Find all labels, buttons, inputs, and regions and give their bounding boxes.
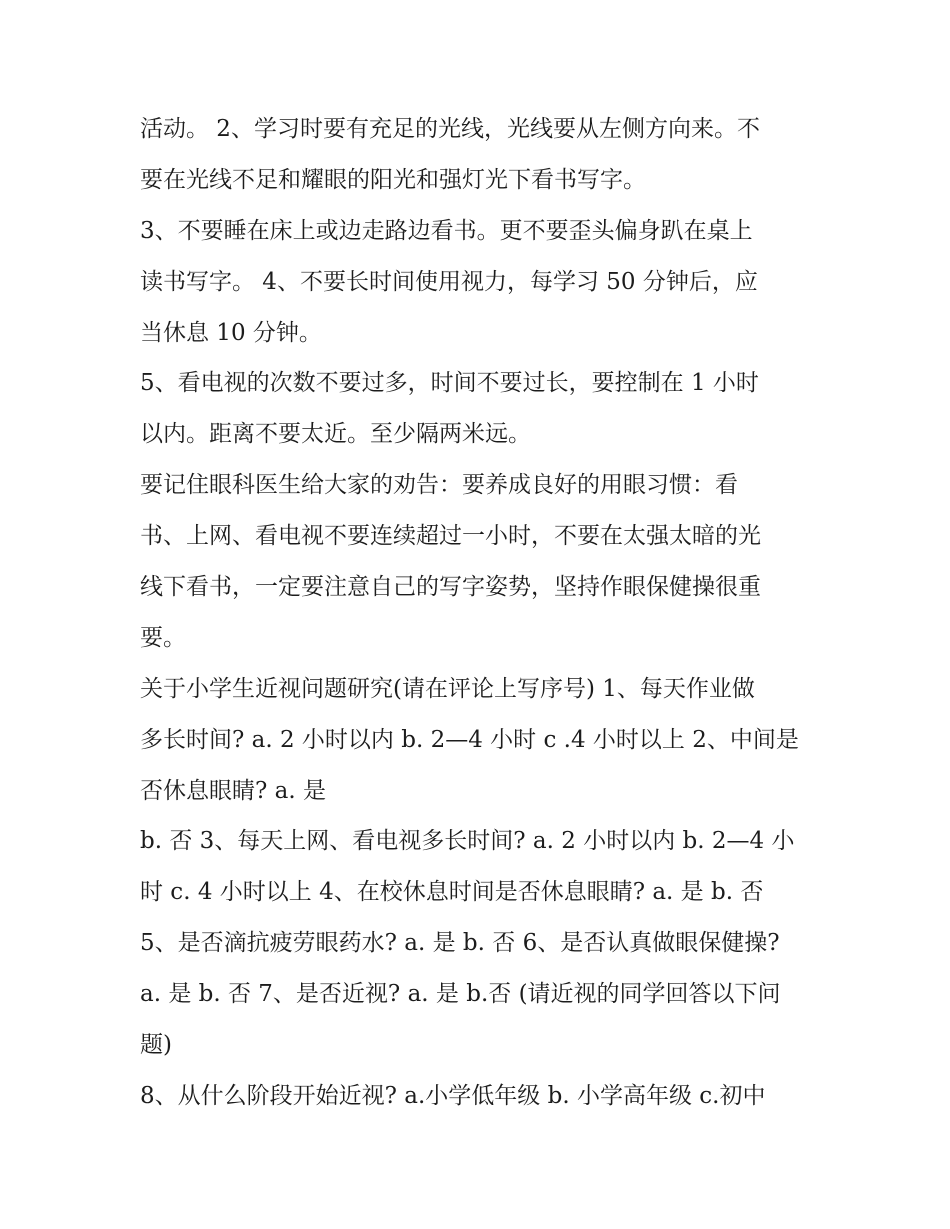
text-line: 8、从什么阶段开始近视? a.小学低年级 b. 小学高年级 c.初中 <box>140 1082 766 1109</box>
text-line: a. 是 b. 否 7、是否近视? a. 是 b.否 (请近视的同学回答以下问 <box>140 981 781 1008</box>
text-line: 3、不要睡在床上或边走路边看书。更不要歪头偏身趴在桌上 <box>140 217 753 244</box>
text-line: 书、上网、看电视不要连续超过一小时，不要在太强太暗的光 <box>140 523 761 550</box>
text-line: 5、看电视的次数不要过多，时间不要过长，要控制在 1 小时 <box>140 370 759 397</box>
text-line: 当休息 10 分钟。 <box>140 319 322 346</box>
text-line: 活动。 2、学习时要有充足的光线，光线要从左侧方向来。不 <box>140 116 760 142</box>
text-line: 要。 <box>140 624 186 651</box>
document-body <box>140 104 820 1122</box>
text-line: 线下看书，一定要注意自己的写字姿势，坚持作眼保健操很重 <box>140 574 761 601</box>
text-line: 否休息眼睛? a. 是 <box>140 777 326 804</box>
text-line: 读书写字。 4、不要长时间使用视力，每学习 50 分钟后，应 <box>140 268 758 295</box>
text-line: 要记住眼科医生给大家的劝告：要养成良好的用眼习惯：看 <box>140 472 738 499</box>
text-line: 题) <box>140 1032 172 1059</box>
text-line: 关于小学生近视问题研究(请在评论上写序号) 1、每天作业做 <box>140 675 755 702</box>
text-line: 5、是否滴抗疲劳眼药水? a. 是 b. 否 6、是否认真做眼保健操? <box>140 930 780 957</box>
text-line: 多长时间? a. 2 小时以内 b. 2—4 小时 c .4 小时以上 2、中间是 <box>140 726 799 753</box>
text-line: 时 c. 4 小时以上 4、在校休息时间是否休息眼睛? a. 是 b. 否 <box>140 879 764 906</box>
text-line: 以内。距离不要太近。至少隔两米远。 <box>140 421 531 448</box>
text-line: b. 否 3、每天上网、看电视多长时间? a. 2 小时以内 b. 2—4 小 <box>140 828 795 855</box>
text-line: 要在光线不足和耀眼的阳光和强灯光下看书写字。 <box>140 166 646 193</box>
